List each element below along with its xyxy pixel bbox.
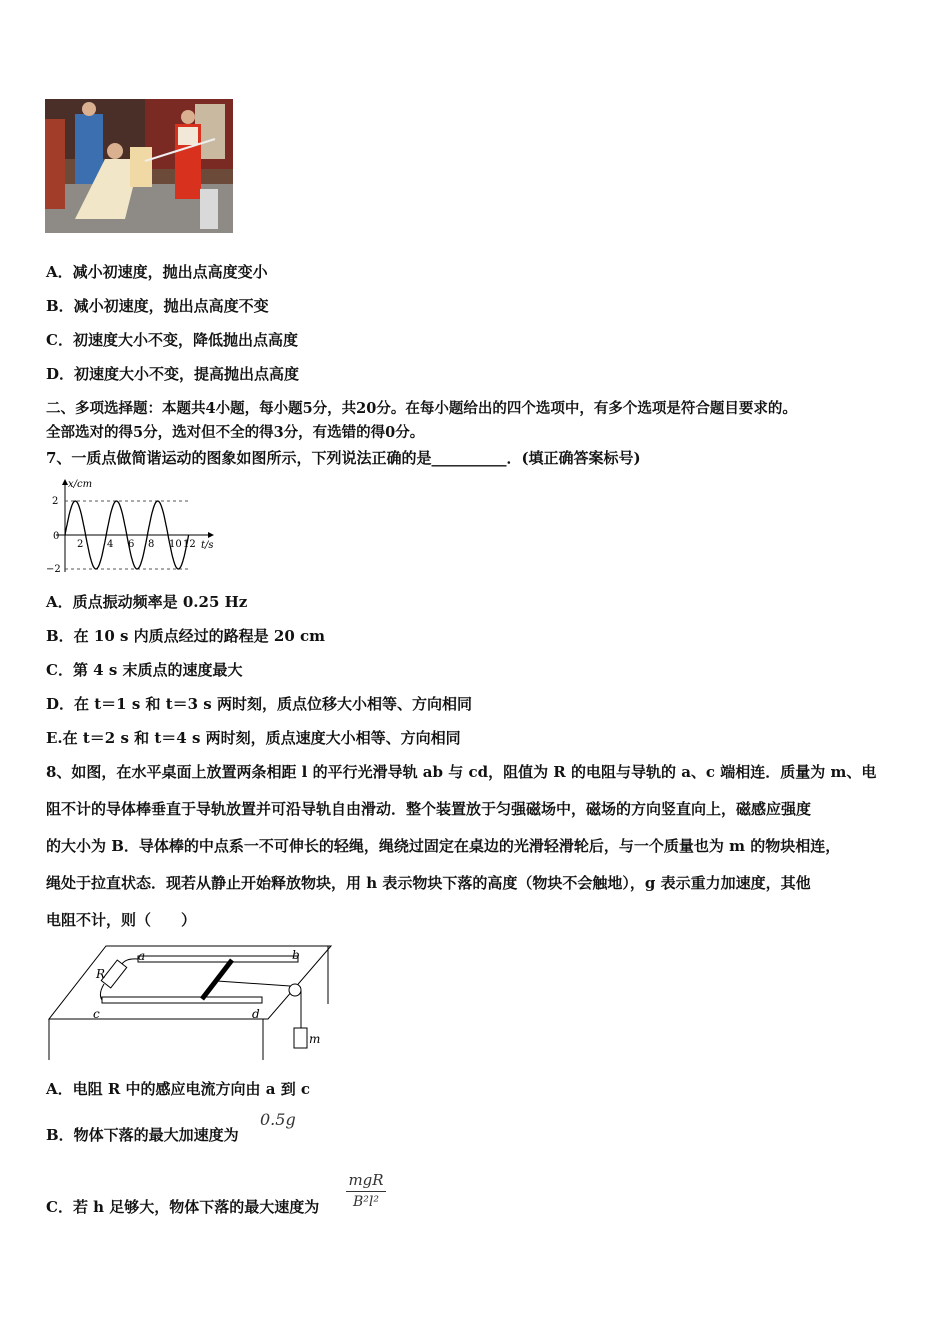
q8-option-c: C．若 h 足够大，物体下落的最大速度为 [46,1198,320,1216]
q8-option-a: A．电阻 R 中的感应电流方向由 a 到 c [46,1080,311,1098]
label-b: b [292,948,300,962]
q8-rail-figure [46,944,336,1064]
section2-heading-line1: 二、多项选择题：本题共4小题，每小题5分，共20分。在每小题给出的四个选项中，有多个选项是符合题目要求的。 [46,400,797,417]
rope [217,981,290,986]
q8-stem-line2: 阻不计的导体棒垂直于导轨放置并可沿导轨自由滑动．整个装置放于匀强磁场中，磁场的方向竖直向上，磁感应强度 [46,800,812,818]
rail-ab [138,956,298,962]
archery-photo [45,99,233,233]
fraction-bar [346,1191,386,1192]
y-tick-neg2: −2 [46,564,61,575]
q6-option-b: B．减小初速度，抛出点高度不变 [46,297,269,315]
q6-option-d: D．初速度大小不变，提高抛出点高度 [46,365,300,383]
q7-option-d: D．在 t＝1 s 和 t＝3 s 两时刻，质点位移大小相等、方向相同 [46,695,472,713]
fraction-denominator: B²l² [353,1194,379,1210]
label-R: R [96,967,106,981]
y-tick-2: 2 [52,496,59,507]
label-m: m [309,1032,321,1046]
q7-option-e: E.在 t＝2 s 和 t＝4 s 两时刻，质点速度大小相等、方向相同 [46,729,461,747]
q6-option-c: C．初速度大小不变，降低抛出点高度 [46,331,298,349]
q7-option-b: B．在 10 s 内质点经过的路程是 20 cm [46,627,325,645]
q7-option-c: C．第 4 s 末质点的速度最大 [46,661,243,679]
conductor-rod [202,960,232,999]
y-tick-0: 0 [53,531,60,542]
label-a: a [138,949,146,963]
resistor-R [101,960,126,988]
x-tick-2: 2 [77,539,84,550]
q8-option-b-formula: 0.5g [260,1110,296,1129]
x-tick-8: 8 [148,539,155,550]
section2-heading-line2: 全部选对的得5分，选对但不全的得3分，有选错的得0分。 [46,424,425,441]
q7-option-a: A．质点振动频率是 0.25 Hz [46,593,248,611]
q8-option-b: B．物体下落的最大加速度为 [46,1126,239,1144]
graph-ylabel: x/cm [68,479,93,490]
q8-stem-line1: 8、如图，在水平桌面上放置两条相距 l 的平行光滑导轨 ab 与 cd，阻值为 R 的电阻与导轨的 a、c 端相连．质量为 m、电 [46,763,877,781]
x-tick-10: 10 [169,539,182,550]
x-tick-4: 4 [107,539,114,550]
fraction-numerator: mgR [348,1171,384,1189]
q8-stem-line3: 的大小为 B．导体棒的中点系一不可伸长的轻绳，绳绕过固定在桌边的光滑轻滑轮后，与一个质量也为 m 的物块相连， [46,837,841,855]
label-c: c [93,1007,100,1021]
q8-stem-line4: 绳处于拉直状态．现若从静止开始释放物块，用 h 表示物块下落的高度（物块不会触地），g 表示重力加速度，其他 [46,874,811,892]
label-d: d [252,1007,260,1021]
q7-oscillation-graph [46,476,226,576]
rail-cd [102,997,262,1003]
q6-option-a: A．减小初速度，抛出点高度变小 [46,263,268,281]
block-m [294,1028,307,1048]
graph-xlabel: t/s [201,540,214,551]
pulley [289,984,301,996]
q8-stem-line5: 电阻不计，则（ ） [46,911,197,929]
x-tick-12: 12 [183,539,196,550]
q8-option-c-fraction [344,1170,388,1211]
q7-stem: 7、一质点做简谐运动的图象如图所示，下列说法正确的是__________．(填正确答案标号) [46,449,641,467]
x-tick-6: 6 [128,539,135,550]
